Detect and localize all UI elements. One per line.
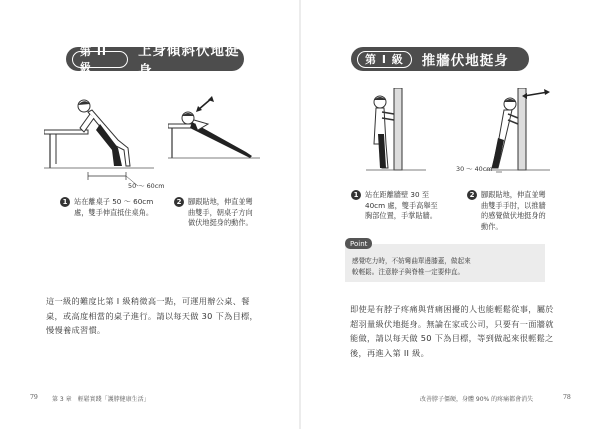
left-step-1 (60, 197, 170, 218)
left-figure-2 (168, 96, 264, 168)
step-number-badge: 1 (351, 190, 361, 200)
arrow-icon (196, 96, 214, 112)
right-figure-1 (366, 88, 430, 180)
desk-pushup-illustration (168, 96, 264, 168)
left-dimension-label: 50 ～ 60cm (128, 182, 165, 190)
right-page-number: 78 (563, 394, 571, 401)
left-step-2 (174, 197, 274, 229)
step-number-badge: 2 (174, 197, 184, 207)
point-text: 感覺吃力時，不妨彎曲單邊膝蓋，做起來 較輕鬆。注意脖子與脊椎一定要伸直。 (352, 257, 471, 276)
right-step-2 (467, 190, 567, 232)
step-text: 站在距離牆壁 30 至 40cm 處，雙手高舉至 胸部位置，手掌貼牆。 (365, 190, 438, 221)
step-text: 腳跟貼地，伸直並彎 曲雙手，朝桌子方向 做伏地挺身的動作。 (188, 197, 253, 228)
left-body-paragraph: 這一級的難度比第 I 級稍微高一點，可運用辦公桌、餐 桌，或高度相當的桌子進行。請以每天做 30 下為目標， 慢慢養成習慣。 (46, 296, 259, 335)
desk-illustration (44, 90, 164, 190)
right-step-1 (351, 190, 451, 222)
right-dimension-line (452, 160, 502, 180)
right-section-title: 推牆伏地挺身 (421, 53, 509, 69)
step-text: 腳跟貼地，伸直並彎 曲雙手手肘，以推牆 的感覺做伏地挺身的 動作。 (481, 190, 546, 231)
left-section-header (66, 43, 244, 79)
left-figure-1 (44, 90, 164, 190)
left-running-footer: 第 3 章 輕鬆實踐「護脖健康生活」 (52, 396, 150, 403)
step-number-badge: 2 (467, 190, 477, 200)
step-number-badge: 1 (60, 197, 70, 207)
right-section-header (351, 47, 529, 71)
page-gutter (299, 0, 301, 429)
step-text: 站在離桌子 50 ～ 60cm 處，雙手伸直抵住桌角。 (74, 197, 154, 217)
right-running-footer: 改善脖子僵硬，身體 90% 的疼痛都會消失 (420, 396, 534, 403)
right-dimension-label: 30 ～ 40cm (456, 165, 493, 173)
right-body-paragraph: 即使是有脖子疼痛與背痛困擾的人也能輕鬆從事，屬於 超羽量級伏地挺身。無論在家或公司，只要有一面牆就 能做，請以每天做 50 下為目標，等到做起來很輕鬆之 後，再進入第 II 級。 (350, 304, 554, 358)
left-section-title: 上身傾斜伏地挺身 (138, 43, 240, 79)
right-level-badge: 第 I 級 (357, 51, 412, 68)
point-label: Point (345, 238, 372, 249)
left-page-number: 79 (30, 394, 38, 401)
left-level-badge: 第 II 級 (72, 51, 128, 68)
wall-illustration (366, 88, 430, 180)
